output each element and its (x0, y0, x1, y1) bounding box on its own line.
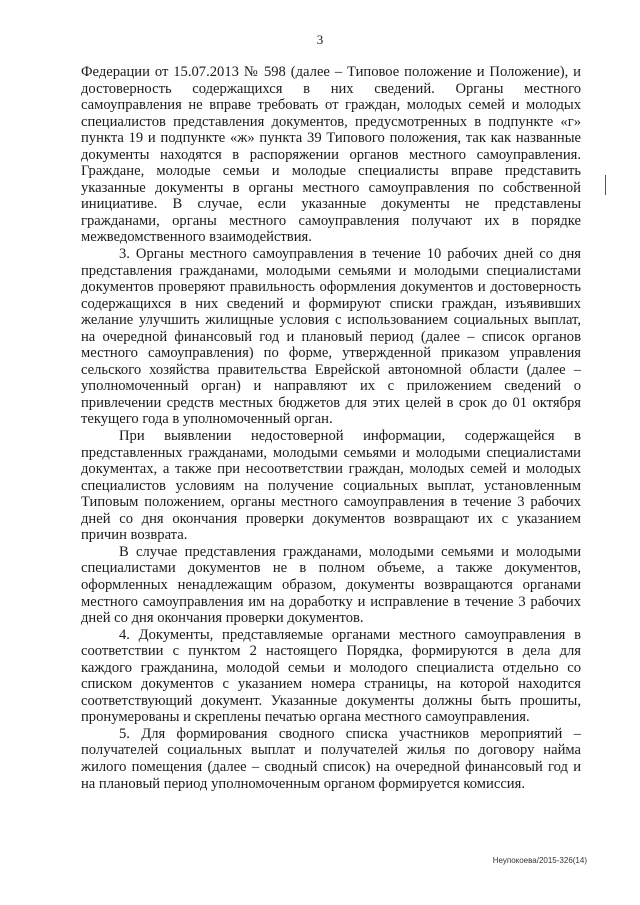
paragraph-invalid-info: При выявлении недостоверной информации, содержащейся в представленных гражданами, молодыми семьями и молодыми специалистами документах, а также при несоответствии граждан, молодых семей и молодых специалистов условиям на получение социальных выплат, установленным Типовым положением, органы местного самоуправления в течение 3 рабочих дней со дня окончания проверки документов возвращают их с указанием причин возврата. (81, 428, 581, 544)
paragraph-item-5: 5. Для формирования сводного списка участников мероприятий – получателей социальных выплат и получателей жилья по договору найма жилого помещения (далее – сводный список) на очередной финансовый год и на плановый период уполномоченным органом формируется комиссия. (81, 725, 581, 792)
page-number: 3 (316, 32, 324, 47)
paragraph-item-4: 4. Документы, представляемые органами местного самоуправления в соответствии с пунктом 2 настоящего Порядка, формируются в дела для каждого гражданина, молодой семьи и молодого специалиста отдельно со списком документов с указанием номера страницы, на которой находится соответствующий документ. Указанные документы должны быть прошиты, пронумерованы и скреплены печатью органа местного самоуправления. (81, 626, 581, 726)
document-footer-code: Неупокоева/2015-326(14) (492, 856, 587, 865)
document-body (81, 64, 581, 792)
paragraph-incomplete-docs: В случае представления гражданами, молодыми семьями и молодыми специалистами документов не в полном объеме, а также документов, оформленных ненадлежащим образом, документы возвращаются органами местного самоуправления им на доработку и исправление в течение 3 рабочих дней со дня окончания проверки документов. (81, 543, 581, 627)
paragraph-item-3: 3. Органы местного самоуправления в течение 10 рабочих дней со дня представления гражданами, молодыми семьями и молодыми специалистами документов проверяют правильность оформления документов и достоверность содержащихся в них сведений и формируют списки граждан, изъявивших желание улучшить жилищные условия с использованием социальных выплат, на очередной финансовый год и плановый период (далее – список органов местного самоуправления) по форме, утвержденной приказом управления сельского хозяйства правительства Еврейской автономной области (далее – уполномоченный орган) и направляют их с приложением сведений о привлечении средств местных бюджетов для этих целей в срок до 01 октября текущего года в уполномоченный орган. (81, 246, 581, 428)
paragraph-continuation: Федерации от 15.07.2013 № 598 (далее – Типовое положение и Положение), и достоверность содержащихся в них сведений. Органы местного самоуправления не вправе требовать от граждан, молодых семей и молодых специалистов представления документов, предусмотренных в подпункте «г» пункта 19 и подпункте «ж» пункта 39 Типового положения, так как названные документы находятся в распоряжении органов местного самоуправления. Граждане, молодые семьи и молодые специалисты вправе представить указанные документы в органы местного самоуправления по собственной инициативе. В случае, если указанные документы не представлены гражданами, органы местного самоуправления получают их в порядке межведомственного взаимодействия. (81, 64, 581, 246)
scan-margin-mark (605, 175, 606, 195)
